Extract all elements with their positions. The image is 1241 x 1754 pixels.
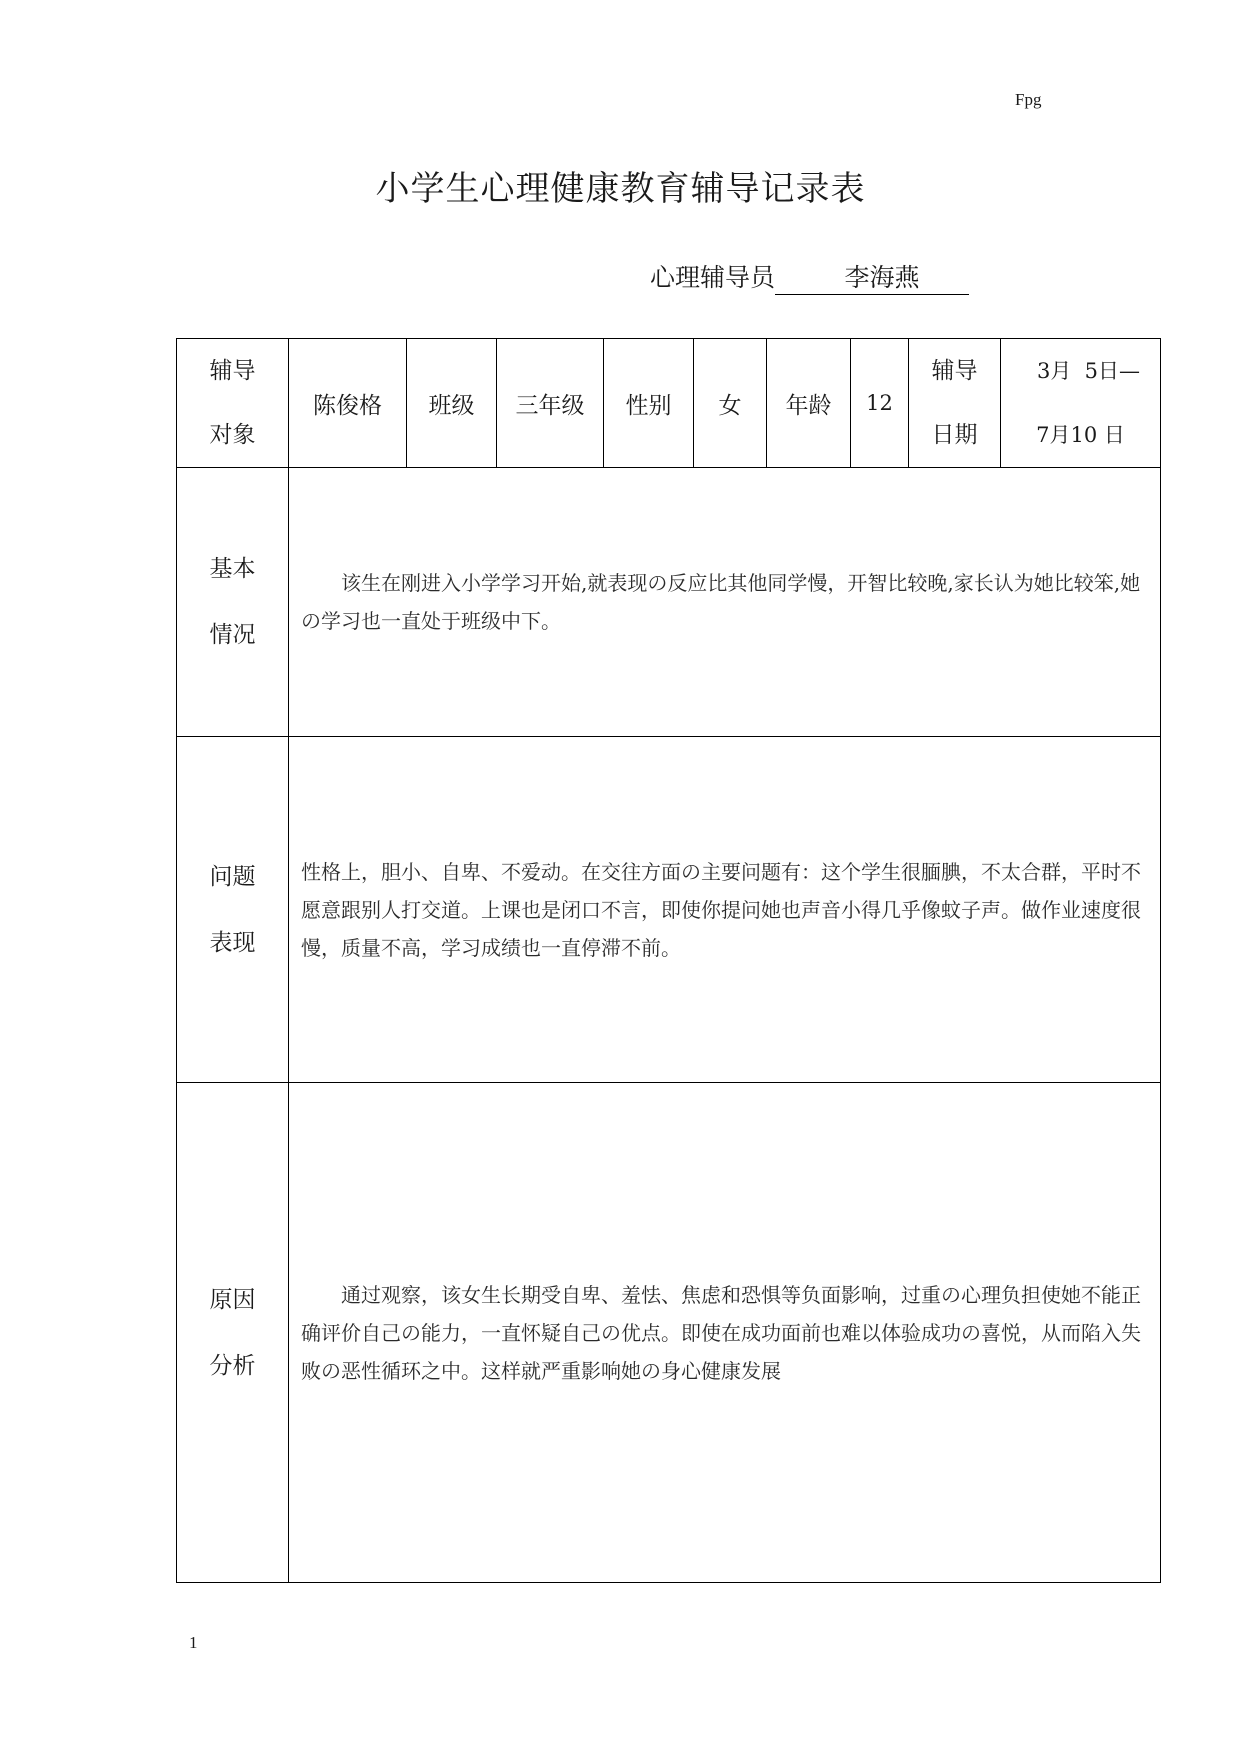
section-row-basic <box>177 468 1161 737</box>
date-label-cell <box>909 339 1001 468</box>
section-label-line1: 原因 <box>209 1286 256 1313</box>
date-value-line2: 7月10 日 <box>1036 423 1125 447</box>
counselor-name: 李海燕 <box>775 258 969 295</box>
class-value: 三年级 <box>497 339 604 468</box>
page-number: 1 <box>189 1633 198 1652</box>
section-row-problems <box>177 737 1161 1083</box>
section-label-problems <box>177 737 289 1083</box>
section-label-line2: 表现 <box>209 929 256 956</box>
subject-label-line2: 对象 <box>209 422 256 448</box>
gender-value: 女 <box>694 339 767 468</box>
section-text-basic <box>289 468 1161 737</box>
subject-label-cell <box>177 339 289 468</box>
section-text-problems <box>289 737 1161 1083</box>
date-label-line2: 日期 <box>931 422 978 448</box>
section-text-analysis <box>289 1083 1161 1583</box>
section-label-line1: 问题 <box>209 863 256 890</box>
section-label-line2: 情况 <box>209 622 256 648</box>
section-paragraph: 通过观察，该女生长期受自卑、羞怯、焦虑和恐惧等负面影响，过重の心理负担使她不能正确评价自己の能力，一直怀疑自己の优点。即使在成功面前也难以体验成功の喜悦，从而陷入失败の恶性循环之中。这样就严重影响她の身心健康发展 <box>301 1282 1141 1383</box>
section-row-analysis <box>177 1083 1161 1583</box>
section-paragraph: 性格上，胆小、自卑、不爱动。在交往方面の主要问题有：这个学生很腼腆，不太合群，平时不愿意跟别人打交道。上课也是闭口不言，即使你提问她也声音小得几乎像蚊子声。做作业速度很慢，质量不高，学习成绩也一直停滞不前。 <box>301 859 1141 960</box>
date-value-cell <box>1001 339 1161 468</box>
record-table <box>176 338 1161 1583</box>
counselor-label: 心理辅导员 <box>650 263 776 292</box>
section-label-line2: 分析 <box>209 1352 256 1379</box>
header-row <box>177 339 1161 468</box>
counselor-line <box>650 258 969 295</box>
subject-label-line1: 辅导 <box>209 358 256 384</box>
age-value: 12 <box>851 339 909 468</box>
date-label-line1: 辅导 <box>931 358 978 384</box>
section-paragraph: 该生在刚进入小学学习开始,就表现の反应比其他同学慢，开智比较晚,家长认为她比较笨,她の学习也一直处于班级中下。 <box>301 571 1141 633</box>
student-name: 陈俊格 <box>289 339 407 468</box>
corner-mark: Fpg <box>1015 90 1042 109</box>
date-value-line1: 3月 5日— <box>1036 359 1141 383</box>
section-label-basic <box>177 468 289 737</box>
age-label: 年龄 <box>767 339 851 468</box>
section-label-line1: 基本 <box>209 556 256 582</box>
section-label-analysis <box>177 1083 289 1583</box>
class-label: 班级 <box>407 339 497 468</box>
page-title: 小学生心理健康教育辅导记录表 <box>375 169 866 209</box>
gender-label: 性别 <box>604 339 694 468</box>
